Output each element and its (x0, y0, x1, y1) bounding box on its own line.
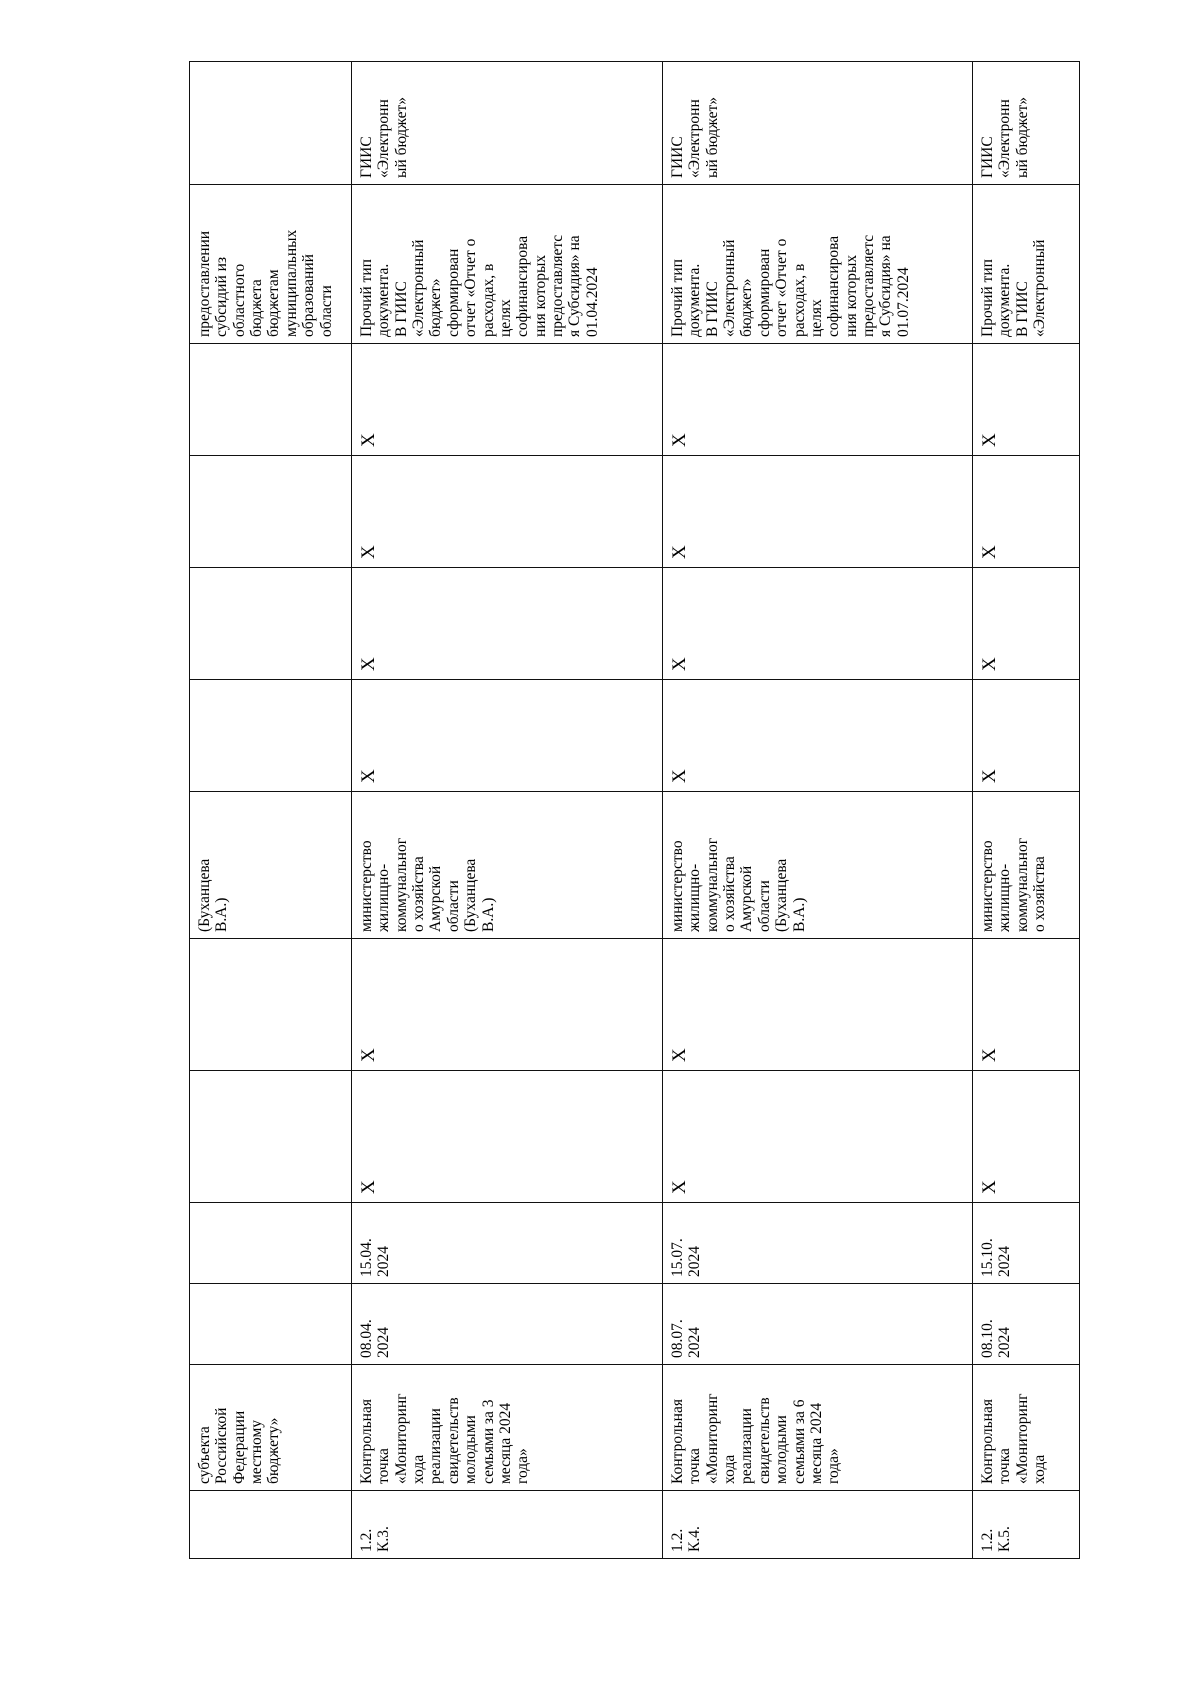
cell-col4: X (973, 1071, 1080, 1203)
cell-col4: X (663, 1071, 973, 1203)
control-points-table (189, 61, 1080, 1559)
cell-col7: X (352, 680, 663, 792)
cell-end-date: 15.07. 2024 (663, 1203, 973, 1284)
cell-system: ГИИС «Электронн ый бюджет» (352, 62, 663, 185)
cell-col9: X (352, 456, 663, 568)
cell-start-date: 08.07. 2024 (663, 1284, 973, 1365)
cell-col8: X (352, 568, 663, 680)
cell-col5: X (973, 939, 1080, 1071)
cell-start-date: 08.04. 2024 (352, 1284, 663, 1365)
rotated-table-sheet (189, 96, 1079, 1559)
cell-col7: X (973, 680, 1080, 792)
cell-start-date (190, 1284, 352, 1365)
cell-col7: X (663, 680, 973, 792)
table-row (352, 62, 663, 1559)
cell-col4 (190, 1071, 352, 1203)
cell-col5 (190, 939, 352, 1071)
cell-responsible: (Буханцева В.А.) (190, 792, 352, 939)
cell-name: Контрольная точка «Мониторинг хода реализации свидетельств молодыми семьями за 6 месяца 2024 года» (663, 1365, 973, 1491)
cell-name: Контрольная точка «Мониторинг хода (973, 1365, 1080, 1491)
cell-col8: X (973, 568, 1080, 680)
cell-col5: X (352, 939, 663, 1071)
cell-document: Прочий тип документа. В ГИИС «Электронный бюджет» сформирован отчет «Отчет о расходах, в целях софинансирова ния которых предоставляетс я Субсидия» на 01.04.2024 (352, 185, 663, 344)
cell-col8 (190, 568, 352, 680)
cell-col5: X (663, 939, 973, 1071)
cell-start-date: 08.10. 2024 (973, 1284, 1080, 1365)
cell-name: Контрольная точка «Мониторинг хода реализации свидетельств молодыми семьями за 3 месяца 2024 года» (352, 1365, 663, 1491)
cell-col10 (190, 344, 352, 456)
cell-col10: X (663, 344, 973, 456)
cell-document: предоставлении субсидий из областного бюджета бюджетам муниципальных образований области (190, 185, 352, 344)
cell-document: Прочий тип документа. В ГИИС «Электронный (973, 185, 1080, 344)
cell-end-date (190, 1203, 352, 1284)
cell-code: 1.2. К.3. (352, 1491, 663, 1559)
cell-responsible: министерство жилищно- коммунальног о хозяйства (973, 792, 1080, 939)
cell-col9: X (973, 456, 1080, 568)
cell-system: ГИИС «Электронн ый бюджет» (663, 62, 973, 185)
cell-code: 1.2. К.4. (663, 1491, 973, 1559)
cell-code (190, 1491, 352, 1559)
table-row (190, 62, 352, 1559)
cell-col7 (190, 680, 352, 792)
cell-code: 1.2. К.5. (973, 1491, 1080, 1559)
cell-col8: X (663, 568, 973, 680)
cell-col10: X (352, 344, 663, 456)
cell-col9 (190, 456, 352, 568)
cell-end-date: 15.10. 2024 (973, 1203, 1080, 1284)
cell-col9: X (663, 456, 973, 568)
cell-responsible: министерство жилищно- коммунальног о хозяйства Амурской области (Буханцева В.А.) (663, 792, 973, 939)
cell-end-date: 15.04. 2024 (352, 1203, 663, 1284)
cell-col4: X (352, 1071, 663, 1203)
cell-system: ГИИС «Электронн ый бюджет» (973, 62, 1080, 185)
cell-col10: X (973, 344, 1080, 456)
cell-document: Прочий тип документа. В ГИИС «Электронный бюджет» сформирован отчет «Отчет о расходах, в целях софинансирова ния которых предоставляетс я Субсидия» на 01.07.2024 (663, 185, 973, 344)
table-row (663, 62, 973, 1559)
table-row (973, 62, 1080, 1559)
cell-responsible: министерство жилищно- коммунальног о хозяйства Амурской области (Буханцева В.А.) (352, 792, 663, 939)
cell-name: субъекта Российской Федерации местному бюджету» (190, 1365, 352, 1491)
cell-system (190, 62, 352, 185)
